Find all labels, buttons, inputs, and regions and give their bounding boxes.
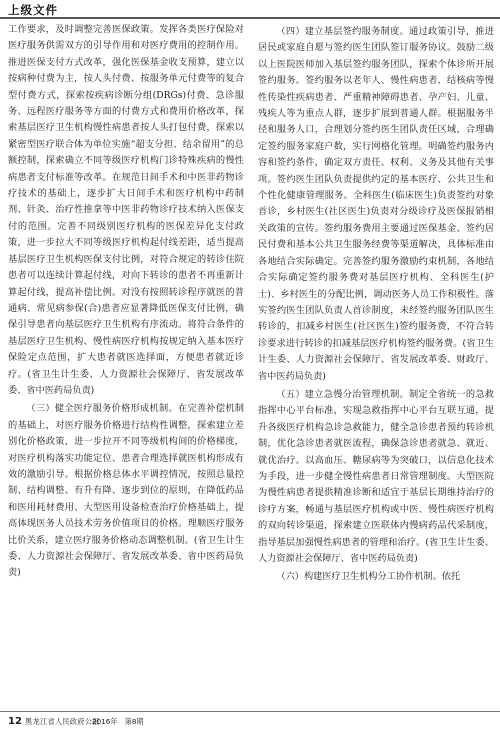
page-header — [0, 0, 500, 20]
paragraph: （四）建立基层签约服务制度。通过政策引导，推进居民或家庭自愿与签约医生团队签订服务协议。鼓励二级以上医院医师加入基层签约服务团队，探索个体诊所开展签约服务。签约服务以老年人、慢性病患者、结核病等慢性传染性疾病患者、严重精神障碍患者、孕产妇、儿童、残疾人等为重点人群，逐步扩展到普通人群。根据服务半径和服务人口，合理划分签约医生团队责任区域，合理确定签约服务家庭户数，实行网格化管理。明确签约服务内容和签约条件，确定双方责任、权利、义务及其他有关事项。签约医生团队负责提供约定的基本医疗、公共卫生和个性化健康管理服务。全科医生(临床医生)负责签约对象首诊，乡村医生(社区医生)负责对分级诊疗及医保报销相关政策的宣传。签约服务费用主要通过医保基金、签约居民付费和基本公共卫生服务经费等渠道解决，具体标准由各地结合实际确定。完善签约服务激励约束机制，各地结合实际确定签约服务费对基层医疗机构、全科医生(护士)、乡村医生的分配比例，调动医务人员工作积极性。落实签约医生团队负责人首诊制度，未经签约服务团队医生转诊的，扣减乡村医生(社区医生)签约服务费，不符合转诊要求进行转诊的扣减基层医疗机构签约服务费。(省卫生计生委、人力资源社会保障厅、省发展改革委、财政厅、省中医药局负责) — [258, 26, 494, 382]
publication-name: 黑龙江省人民政府公报 — [25, 717, 100, 726]
page-footer — [0, 708, 500, 731]
right-column — [258, 22, 494, 706]
issue-date: 2016年 第8期 — [92, 717, 144, 726]
left-column — [8, 22, 244, 706]
footer-rule — [0, 711, 500, 712]
paragraph: 工作要求，及时调整完善医保政策。发挥各类医疗保险对医疗服务供需双方的引导作用和对医疗费用的控制作用。推进医保支付方式改革，强化医保基金收支预算，建立以按病种付费为主，按人头付费、按服务单元付费等的复合型付费方式，探索按疾病诊断分组(DRGs)付费、急诊服务、远程医疗服务等方面的付费方式和费用价格改革，探索基层医疗卫生机构慢性病患者按人头打包付费，探索以紧密型医疗联合体为单位实施“超支分担、结余留用”的总额控制，探索确立不同等级医疗机构门诊特殊疾病的慢性病患者支付标准等改革。在规范日间手术和中医非药物诊疗技术的基础上，逐步扩大日间手术和医疗机构中药制剂、针灸、治疗性推拿等中医非药物诊疗技术纳入医保支付的范围。完善不同级别医疗机构的医保差异化支付政策，进一步拉大不同等级医疗机构起付线差距，适当提高基层医疗卫生机构医保支付比例，对符合规定的转诊住院患者可以连续计算起付线，对向下转诊的患者不再重新计算起付线，提高补偿比例。对没有按照转诊程序就医的普通病、常见病参保(合)患者应显著降低医保支付比例，确保引导患者向基层医疗卫生机构有序流动。将符合条件的基层医疗卫生机构、慢性病医疗机构按规定纳入基本医疗保险定点范围，扩大患者就医选择面，方便患者就近诊疗。(省卫生计生委、人力资源社会保障厅、省发展改革委、省中医药局负责) — [8, 24, 244, 396]
page-number: 12 — [8, 716, 22, 727]
header-rule — [0, 17, 500, 19]
paragraph: （三）健全医疗服务价格形成机制。在完善补偿机制的基础上，对医疗服务价格进行结构性调整，探索建立差别化价格政策，进一步拉开不同等级机构间的价格梯度，对医疗机构落实功能定位、患者合理选择就医机构形成有效的激励引导。根据价格总体水平调控情况，按照总量控制、结构调整、有升有降、逐步到位的原则，在降低药品和医用耗材费用、大型医用设备检查治疗价格基础上，提高体现医务人员技术劳务价值项目的价格。理顺医疗服务比价关系，建立医疗服务价格动态调整机制。(省卫生计生委、人力资源社会保障厅、省发展改革委、省中医药局负责) — [8, 403, 244, 579]
paragraph: （六）构建医疗卫生机构分工协作机制。依托 — [276, 571, 461, 583]
section-title: 上级文件 — [8, 3, 58, 17]
paragraph: （五）建立急慢分治管理机制。制定全省统一的急救指挥中心平台标准，实现急救指挥中心平台互联互通，提升各级医疗机构急诊急救能力，健全急诊患者预约转诊机制，优化急诊患者就医流程，确保急诊患者就急、就近、就优治疗。以高血压、糖尿病等为突破口，以信息化技术为手段，进一步健全慢性病患者日常管理制度。大型医院为慢性病患者提供精准诊断和适宜于基层长期维持治疗的诊疗方案，畅通与基层医疗机构或中医、慢性病医疗机构的双向转诊渠道，探索建立医联体内慢病药品代采制度，指导基层加强慢性病患者的管理和治疗。(省卫生计生委、人力资源社会保障厅、省中医药局负责) — [258, 388, 494, 564]
